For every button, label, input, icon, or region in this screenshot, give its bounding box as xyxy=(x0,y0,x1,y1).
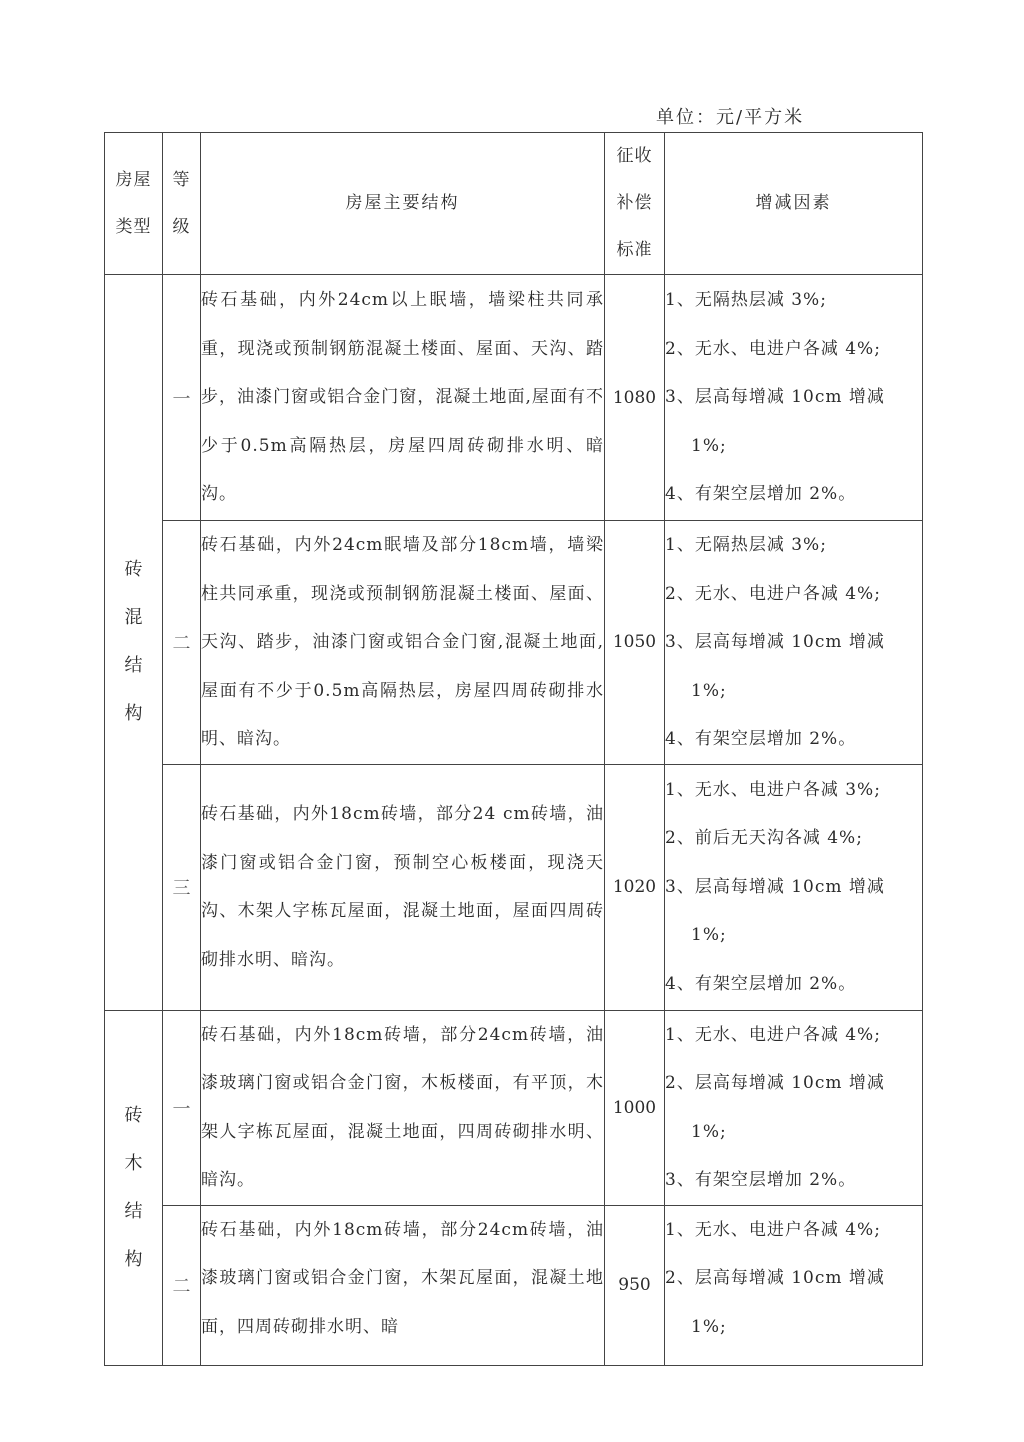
factor-item: 3、有架空层增加 2%。 xyxy=(665,1170,857,1190)
price-cell: 1050 xyxy=(605,521,665,765)
header-grade-line1: 等 xyxy=(172,169,191,190)
factor-item: 1%; xyxy=(691,925,727,946)
header-type-line2: 类型 xyxy=(115,216,152,237)
factor-item: 1%; xyxy=(691,1121,727,1142)
structure-cell: 砖石基础，内外24cm眠墙及部分18cm墙，墙梁柱共同承重，现浇或预制钢筋混凝土楼面、屋面、天沟、踏步，油漆门窗或铝合金门窗,混凝土地面,屋面有不少于0.5m高隔热层，房屋四周砖砌排水明、暗沟。 xyxy=(201,521,605,765)
factor-item: 3、层高每增减 10cm 增减 xyxy=(665,632,885,652)
factor-item: 1%; xyxy=(691,1316,727,1337)
grade-cell: 一 xyxy=(163,1010,201,1205)
table-row xyxy=(105,521,923,765)
table-row xyxy=(105,1205,923,1365)
factor-item: 4、有架空层增加 2%。 xyxy=(665,973,857,994)
header-price-line1: 征收 xyxy=(616,146,653,166)
factors-cell xyxy=(665,1205,923,1365)
structure-cell: 砖石基础，内外18cm砖墙，部分24 cm砖墙，油漆门窗或铝合金门窗，预制空心板楼面，现浇天沟、木架人字栋瓦屋面，混凝土地面，屋面四周砖砌排水明、暗沟。 xyxy=(201,764,605,1010)
type-char: 结 xyxy=(124,655,143,677)
factors-cell xyxy=(665,275,923,521)
type-char: 构 xyxy=(124,1248,143,1270)
header-type xyxy=(105,133,163,275)
factor-item: 4、有架空层增加 2%。 xyxy=(665,729,857,749)
unit-label: 单位：元/平方米 xyxy=(656,107,805,128)
grade-cell: 二 xyxy=(163,521,201,765)
header-price xyxy=(605,133,665,275)
factor-item: 1、无水、电进户各减 4%; xyxy=(665,1024,881,1045)
factor-item: 3、层高每增减 10cm 增减 xyxy=(665,876,885,897)
table-row xyxy=(105,1010,923,1205)
table-header-row xyxy=(105,133,923,275)
type-char: 构 xyxy=(124,703,143,725)
compensation-table xyxy=(104,132,923,1366)
price-cell: 950 xyxy=(605,1205,665,1365)
factors-cell xyxy=(665,764,923,1010)
factor-item: 3、层高每增减 10cm 增减 xyxy=(665,387,885,408)
header-price-line3: 标准 xyxy=(616,240,653,260)
header-factors: 增减因素 xyxy=(665,133,923,275)
structure-cell: 砖石基础，内外18cm砖墙，部分24cm砖墙，油漆玻璃门窗或铝合金门窗，木板楼面，有平顶，木架人字栋瓦屋面，混凝土地面，四周砖砌排水明、暗沟。 xyxy=(201,1010,605,1205)
type-char: 砖 xyxy=(124,1104,143,1126)
type-char: 混 xyxy=(124,607,143,629)
header-structure: 房屋主要结构 xyxy=(201,133,605,275)
structure-cell: 砖石基础，内外24cm以上眠墙，墙梁柱共同承重，现浇或预制钢筋混凝土楼面、屋面、天沟、踏步，油漆门窗或铝合金门窗，混凝土地面,屋面有不少于0.5m高隔热层，房屋四周砖砌排水明、暗沟。 xyxy=(201,275,605,521)
type-char: 砖 xyxy=(124,559,143,581)
factor-item: 1%; xyxy=(691,435,727,456)
grade-cell: 二 xyxy=(163,1205,201,1365)
type-brick-wood xyxy=(105,1010,163,1365)
factor-item: 1、无隔热层减 3%; xyxy=(665,290,827,311)
price-cell: 1020 xyxy=(605,764,665,1010)
factor-item: 2、无水、电进户各减 4%; xyxy=(665,583,881,604)
factor-item: 2、无水、电进户各减 4%; xyxy=(665,338,881,359)
factors-cell xyxy=(665,521,923,765)
factor-item: 2、层高每增减 10cm 增减 xyxy=(665,1268,885,1288)
factor-item: 1%; xyxy=(691,680,727,701)
factor-item: 4、有架空层增加 2%。 xyxy=(665,484,857,505)
type-char: 结 xyxy=(124,1200,143,1222)
header-grade-line2: 级 xyxy=(172,216,191,237)
factor-item: 1、无隔热层减 3%; xyxy=(665,535,827,555)
structure-cell: 砖石基础，内外18cm砖墙，部分24cm砖墙，油漆玻璃门窗或铝合金门窗，木架瓦屋面，混凝土地面，四周砖砌排水明、暗 xyxy=(201,1205,605,1365)
factor-item: 1、无水、电进户各减 4%; xyxy=(665,1219,881,1240)
header-price-line2: 补偿 xyxy=(616,193,653,213)
header-type-line1: 房屋 xyxy=(115,169,152,190)
factor-item: 2、层高每增减 10cm 增减 xyxy=(665,1073,885,1093)
price-cell: 1000 xyxy=(605,1010,665,1205)
type-char: 木 xyxy=(124,1152,143,1174)
type-brick-concrete xyxy=(105,275,163,1011)
table-row xyxy=(105,764,923,1010)
header-grade xyxy=(163,133,201,275)
factor-item: 2、前后无天沟各减 4%; xyxy=(665,828,863,849)
grade-cell: 一 xyxy=(163,275,201,521)
grade-cell: 三 xyxy=(163,764,201,1010)
table-row xyxy=(105,275,923,521)
factor-item: 1、无水、电进户各减 3%; xyxy=(665,779,881,800)
factors-cell xyxy=(665,1010,923,1205)
price-cell: 1080 xyxy=(605,275,665,521)
